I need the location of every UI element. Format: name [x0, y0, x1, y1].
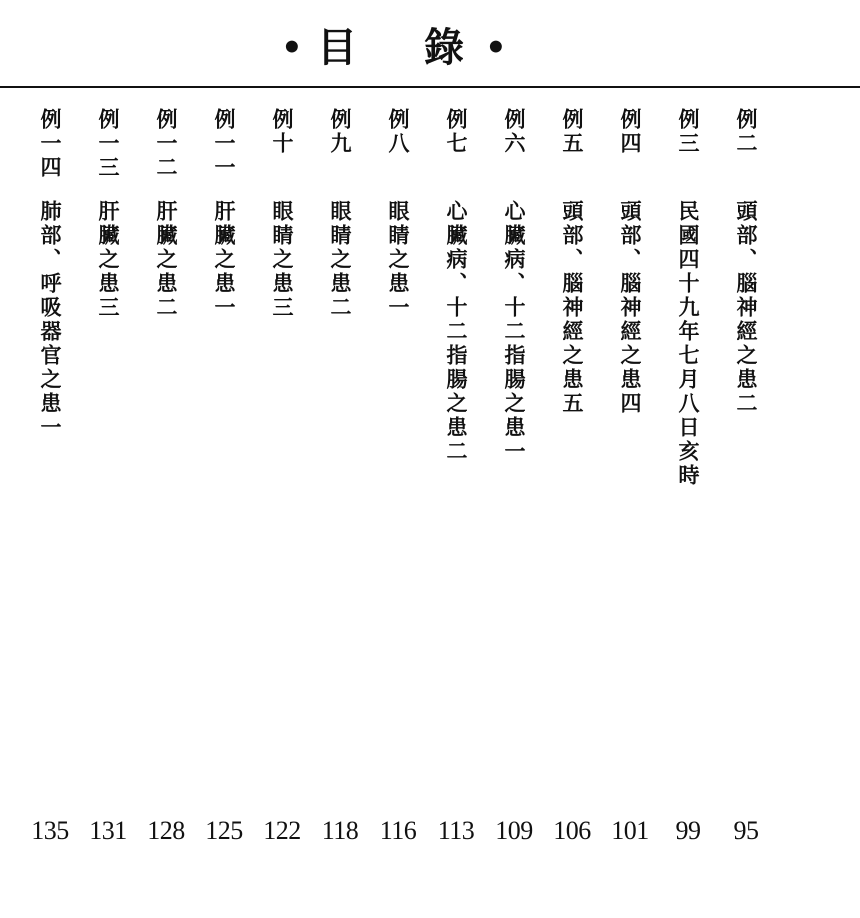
entry-example-number: 例一一 — [212, 108, 237, 180]
entry-title: 民國四十九年七月八日亥時 — [676, 200, 701, 488]
entry-example-number: 例五 — [560, 108, 585, 156]
entry-title: 眼睛之患三 — [270, 200, 295, 320]
entry-page-number: 128 — [147, 816, 185, 845]
entry-page-number: 125 — [205, 816, 243, 845]
entry-page-number: 118 — [321, 816, 359, 845]
entry-example-number: 例三 — [676, 108, 701, 156]
entry-title: 眼睛之患二 — [328, 200, 353, 320]
heading-char-lu: 錄 — [424, 24, 464, 71]
entry-page-number: 131 — [89, 816, 127, 845]
entry-example-number: 例六 — [502, 108, 527, 156]
entry-title: 肺部、呼吸器官之患一 — [38, 200, 63, 440]
entry-example-number: 例一二 — [154, 108, 179, 180]
entry-page-number: 106 — [553, 816, 591, 845]
heading-char-mu: 目 — [317, 24, 357, 71]
entry-page-number: 99 — [675, 816, 701, 845]
entry-title: 肝臟之患二 — [154, 200, 179, 320]
entry-title: 眼睛之患一 — [386, 200, 411, 320]
entry-page-number: 101 — [611, 816, 649, 845]
entry-title: 頭部、腦神經之患四 — [618, 200, 643, 416]
entry-example-number: 例八 — [386, 108, 411, 156]
entry-example-number: 例十 — [270, 108, 295, 156]
entry-page-number: 109 — [495, 816, 533, 845]
entry-example-number: 例四 — [618, 108, 643, 156]
entry-example-number: 例七 — [444, 108, 469, 156]
heading-divider — [0, 86, 860, 88]
entry-page-number: 122 — [263, 816, 301, 845]
entry-title: 心臟病、十二指腸之患二 — [444, 200, 469, 464]
entry-example-number: 例九 — [328, 108, 353, 156]
entry-page-number: 135 — [31, 816, 69, 845]
entry-title: 頭部、腦神經之患五 — [560, 200, 585, 416]
heading-dot-left: • — [281, 28, 303, 68]
entry-page-number: 116 — [379, 816, 417, 845]
heading-dot-right: • — [485, 28, 507, 68]
entry-page-number: 113 — [437, 816, 475, 845]
entry-example-number: 例一三 — [96, 108, 121, 180]
entry-title: 頭部、腦神經之患二 — [734, 200, 759, 416]
entry-example-number: 例二 — [734, 108, 759, 156]
entry-page-number: 95 — [733, 816, 759, 845]
entry-title: 肝臟之患三 — [96, 200, 121, 320]
entry-example-number: 例一四 — [38, 108, 63, 180]
entry-title: 肝臟之患一 — [212, 200, 237, 320]
entry-title: 心臟病、十二指腸之患一 — [502, 200, 527, 464]
toc-heading — [0, 20, 860, 76]
